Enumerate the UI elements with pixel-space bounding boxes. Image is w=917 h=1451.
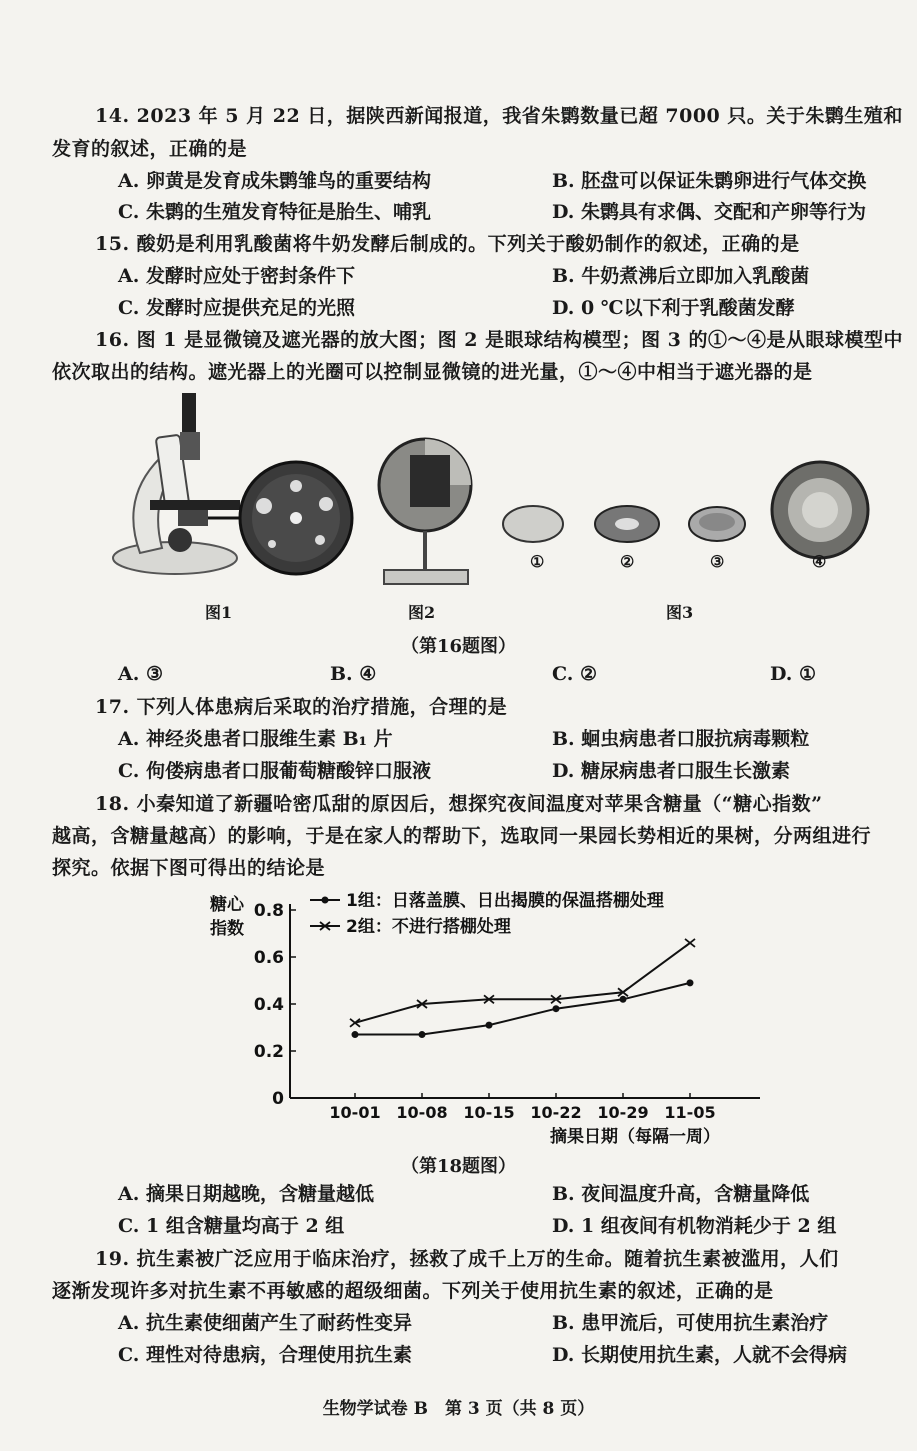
q14-option-b: B. 胚盘可以保证朱鹮卵进行气体交换 [552,170,867,192]
q17-option-b: B. 蛔虫病患者口服抗病毒颗粒 [552,728,810,750]
microscope-figure [100,388,360,588]
q15-option-a: A. 发酵时应处于密封条件下 [118,265,355,287]
chart-x-tick-label: 10-01 [329,1103,381,1122]
q19-option-b: B. 患甲流后，可使用抗生素治疗 [552,1312,829,1334]
q16-stem-line2: 依次取出的结构。遮光器上的光圈可以控制显微镜的进光量，①～④中相当于遮光器的是 [52,361,813,383]
chart-series-1-point [486,1022,493,1029]
sugar-index-line-chart [200,880,800,1150]
q19-option-d: D. 长期使用抗生素，人就不会得病 [552,1344,848,1366]
q18-figure-caption: （第18题图） [400,1156,517,1177]
chart-series-2-point [685,939,695,947]
chart-ylabel-line2: 指数 [210,919,244,939]
q18-stem-line1: 18. 小秦知道了新疆哈密瓜甜的原因后，想探究夜间温度对苹果含糖量（“糖心指数” [95,793,823,815]
figure3-label-1: ① [530,552,545,571]
q16-option-b: B. ④ [330,663,377,685]
q16-stem-line1: 16. 图 1 是显微镜及遮光器的放大图；图 2 是眼球结构模型；图 3 的①～④是从眼球模型中 [95,329,904,351]
q15-option-c: C. 发酵时应提供充足的光照 [118,297,356,319]
q18-stem-line2: 越高，含糖量越高）的影响，于是在家人的帮助下，选取同一果园长势相近的果树，分两组进行 [52,825,872,847]
figure3-label-4: ④ [812,552,827,571]
chart-y-tick-label: 0.6 [253,948,284,968]
q14-option-a: A. 卵黄是发育成朱鹮雏鸟的重要结构 [118,170,431,192]
q17-option-d: D. 糖尿病患者口服生长激素 [552,760,791,782]
chart-y-tick-label: 0.4 [253,995,284,1015]
chart-series-1-point [419,1031,426,1038]
figure1-label: 图1 [205,603,233,622]
chart-series-1-point [620,996,627,1003]
chart-series-1-point [687,979,694,986]
chart-x-tick-label: 11-05 [664,1103,716,1122]
q14-stem-line2: 发育的叙述，正确的是 [52,138,248,160]
chart-ylabel-line1: 糖心 [210,895,244,915]
q14-option-c: C. 朱鹮的生殖发育特征是胎生、哺乳 [118,201,432,223]
figure3-label-2: ② [620,552,635,571]
q18-option-d: D. 1 组夜间有机物消耗少于 2 组 [552,1215,837,1237]
q15-option-d: D. 0 ℃以下利于乳酸菌发酵 [552,297,795,319]
figure3-label: 图3 [666,603,694,622]
chart-x-tick-label: 10-29 [597,1103,649,1122]
chart-series-2-line [355,943,690,1023]
figure2-label: 图2 [408,603,436,622]
q14-option-d: D. 朱鹮具有求偶、交配和产卵等行为 [552,201,867,223]
chart-xlabel: 摘果日期（每隔一周） [550,1127,720,1147]
q16-figure-caption: （第16题图） [400,636,517,657]
chart-x-tick-label: 10-22 [530,1103,582,1122]
chart-legend-1-marker [322,897,329,904]
chart-y-tick-label: 0.8 [253,901,284,921]
q18-stem-line3: 探究。依据下图可得出的结论是 [52,857,326,879]
chart-series-1-point [352,1031,359,1038]
q17-stem-line1: 17. 下列人体患病后采取的治疗措施，合理的是 [95,696,508,718]
chart-series-1-point [553,1005,560,1012]
q16-option-d: D. ① [770,663,817,685]
q15-option-b: B. 牛奶煮沸后立即加入乳酸菌 [552,265,810,287]
chart-x-tick-label: 10-15 [463,1103,515,1122]
chart-x-tick-label: 10-08 [396,1103,448,1122]
q15-stem-line1: 15. 酸奶是利用乳酸菌将牛奶发酵后制成的。下列关于酸奶制作的叙述，正确的是 [95,233,800,255]
q17-option-a: A. 神经炎患者口服维生素 B₁ 片 [118,728,393,750]
q19-option-a: A. 抗生素使细菌产生了耐药性变异 [118,1312,412,1334]
chart-y-tick-label: 0.2 [253,1042,284,1062]
q19-stem-line2: 逐渐发现许多对抗生素不再敏感的超级细菌。下列关于使用抗生素的叙述，正确的是 [52,1280,774,1302]
eyeball-model-figure [370,430,480,590]
page-footer: 生物学试卷 B 第 3 页（共 8 页） [322,1399,595,1419]
q18-option-c: C. 1 组含糖量均高于 2 组 [118,1215,345,1237]
chart-legend-2-label: 2组：不进行搭棚处理 [346,917,511,937]
q19-stem-line1: 19. 抗生素被广泛应用于临床治疗，拯救了成千上万的生命。随着抗生素被滥用，人们 [95,1248,839,1270]
q17-option-c: C. 佝偻病患者口服葡萄糖酸锌口服液 [118,760,432,782]
q14-stem-line1: 14. 2023 年 5 月 22 日，据陕西新闻报道，我省朱鹮数量已超 7000 只。关于朱鹮生殖和 [95,105,903,127]
figure3-label-3: ③ [710,552,725,571]
q16-option-a: A. ③ [118,663,164,685]
q16-option-c: C. ② [552,663,598,685]
q19-option-c: C. 理性对待患病，合理使用抗生素 [118,1344,413,1366]
q18-option-b: B. 夜间温度升高，含糖量降低 [552,1183,810,1205]
chart-legend-1-label: 1组：日落盖膜、日出揭膜的保温搭棚处理 [346,891,664,911]
q18-option-a: A. 摘果日期越晚，含糖量越低 [118,1183,374,1205]
chart-y-tick-label: 0 [272,1089,284,1109]
